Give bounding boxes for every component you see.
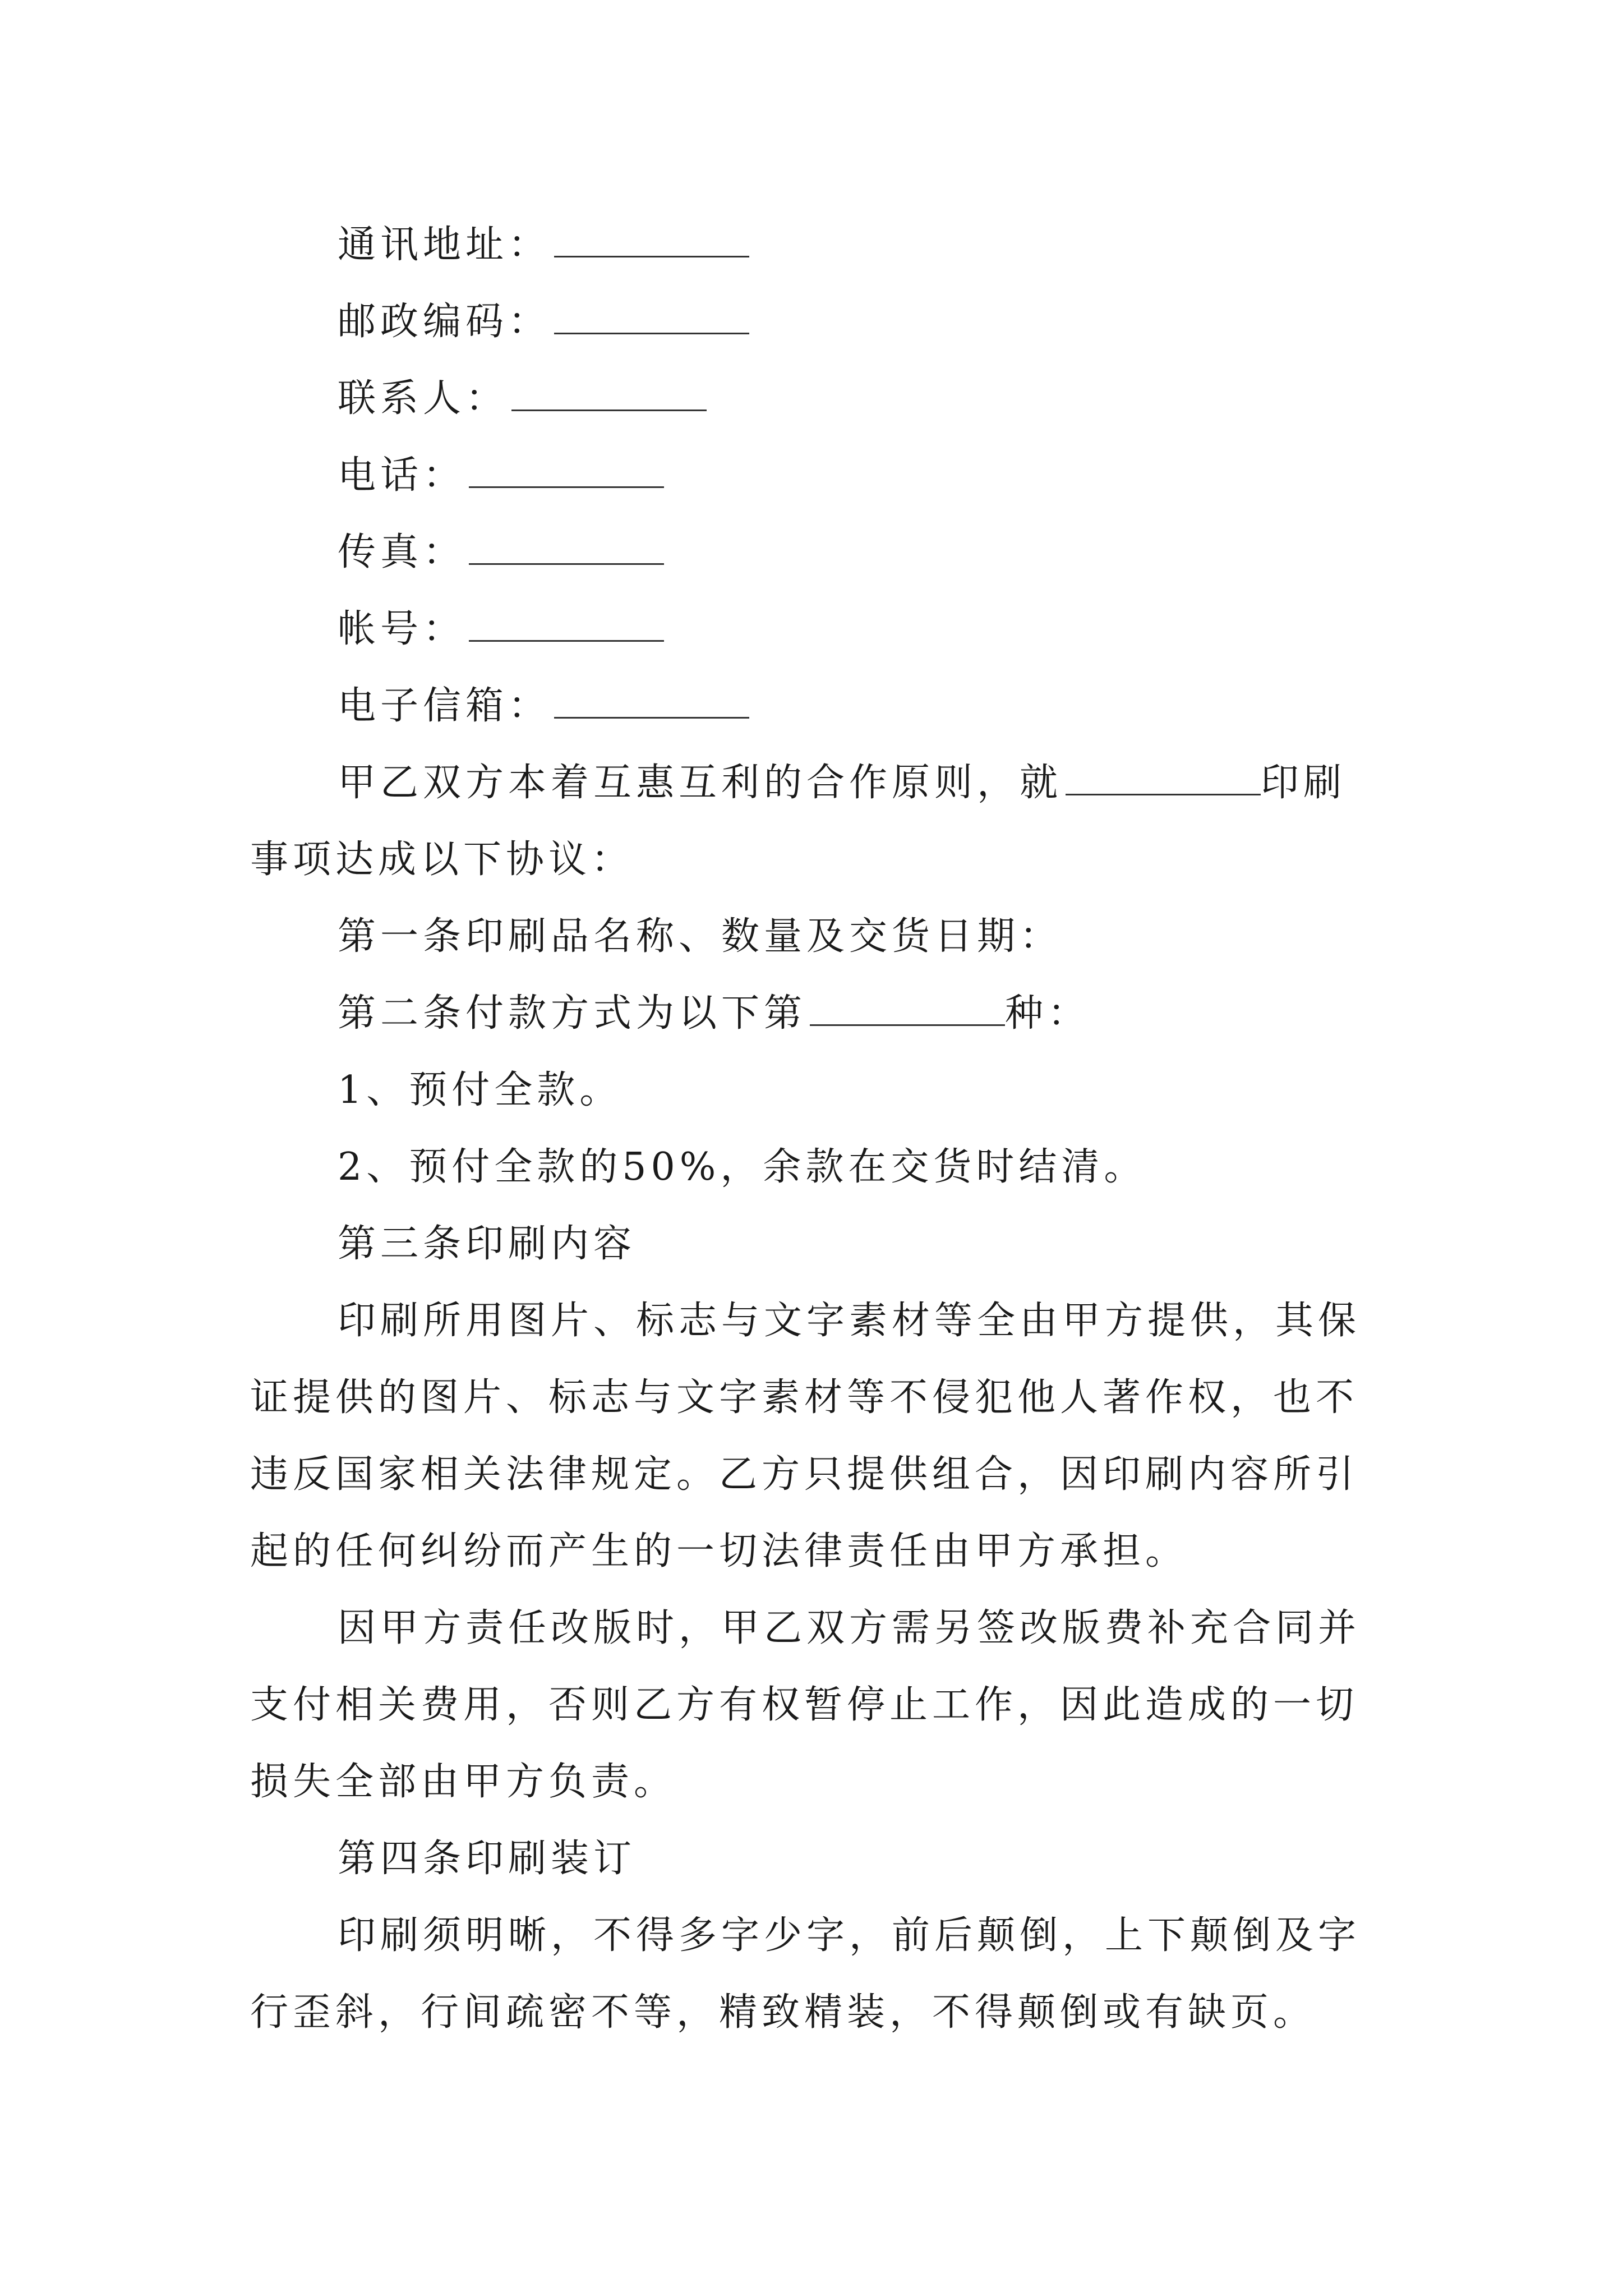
- article-3-para-1-line-1: 印刷所用图片、标志与文字素材等全由甲方提供，其保: [338, 1299, 1361, 1343]
- article-4-para-1-line-1: 印刷须明晰，不得多字少字，前后颠倒，上下颠倒及字: [338, 1913, 1361, 1958]
- address-label: 通讯地址：: [338, 223, 551, 267]
- address-blank: [554, 227, 749, 257]
- postcode-line: [250, 283, 1387, 360]
- article-3-title: 第三条印刷内容: [338, 1222, 637, 1266]
- payment-option-blank: [810, 995, 1005, 1026]
- email-label: 电子信箱：: [338, 684, 551, 728]
- article-2-title: [250, 975, 1387, 1052]
- intro-text-before: 甲乙双方本着互惠互利的合作原则，就: [338, 761, 1063, 805]
- intro-text-after: 印刷: [1261, 761, 1347, 805]
- payment-option-1: 1、预付全款。: [338, 1068, 623, 1112]
- print-item-blank: [1066, 765, 1261, 795]
- article-3-para-2-line-3: 损失全部由甲方负责。: [250, 1760, 677, 1804]
- article-3-para-2-line-1: 因甲方责任改版时，甲乙双方需另签改版费补充合同并: [338, 1606, 1361, 1650]
- account-line: [250, 591, 1387, 668]
- article-1-title: 第一条印刷品名称、数量及交货日期：: [338, 914, 1063, 959]
- account-blank: [469, 611, 664, 642]
- intro-line-2: 事项达成以下协议：: [250, 838, 634, 882]
- email-line: [250, 668, 1387, 744]
- article-2-title-after: 种：: [1005, 991, 1091, 1036]
- article-2-title-before: 第二条付款方式为以下第: [338, 991, 807, 1036]
- article-4-para-1-line-2: 行歪斜，行间疏密不等，精致精装，不得颠倒或有缺页。: [250, 1990, 1316, 2035]
- article-3-para-1-line-4: 起的任何纠纷而产生的一切法律责任由甲方承担。: [250, 1529, 1188, 1573]
- phone-blank: [469, 457, 664, 488]
- fax-line: [250, 514, 1387, 591]
- fax-label: 传真：: [338, 530, 466, 574]
- article-3-para-1-line-2: 证提供的图片、标志与文字素材等不侵犯他人著作权，也不: [250, 1375, 1359, 1420]
- account-label: 帐号：: [338, 607, 466, 651]
- contact-person-line: [250, 360, 1387, 437]
- phone-line: [250, 437, 1387, 514]
- article-3-para-2-line-2: 支付相关费用，否则乙方有权暂停止工作，因此造成的一切: [250, 1683, 1359, 1727]
- contact-person-label: 联系人：: [338, 376, 509, 421]
- postcode-label: 邮政编码：: [338, 300, 551, 344]
- payment-option-2: 2、预付全款的50%，余款在交货时结清。: [338, 1145, 1147, 1189]
- contact-person-blank: [511, 380, 707, 411]
- fax-blank: [469, 534, 664, 565]
- postcode-blank: [554, 303, 749, 334]
- article-3-para-1-line-3: 违反国家相关法律规定。乙方只提供组合，因印刷内容所引: [250, 1452, 1359, 1497]
- article-4-title: 第四条印刷装订: [338, 1837, 637, 1881]
- email-blank: [554, 688, 749, 719]
- document-body: [250, 206, 1387, 2051]
- phone-label: 电话：: [338, 453, 466, 498]
- intro-line-1: [250, 744, 1387, 821]
- address-line: [250, 206, 1387, 283]
